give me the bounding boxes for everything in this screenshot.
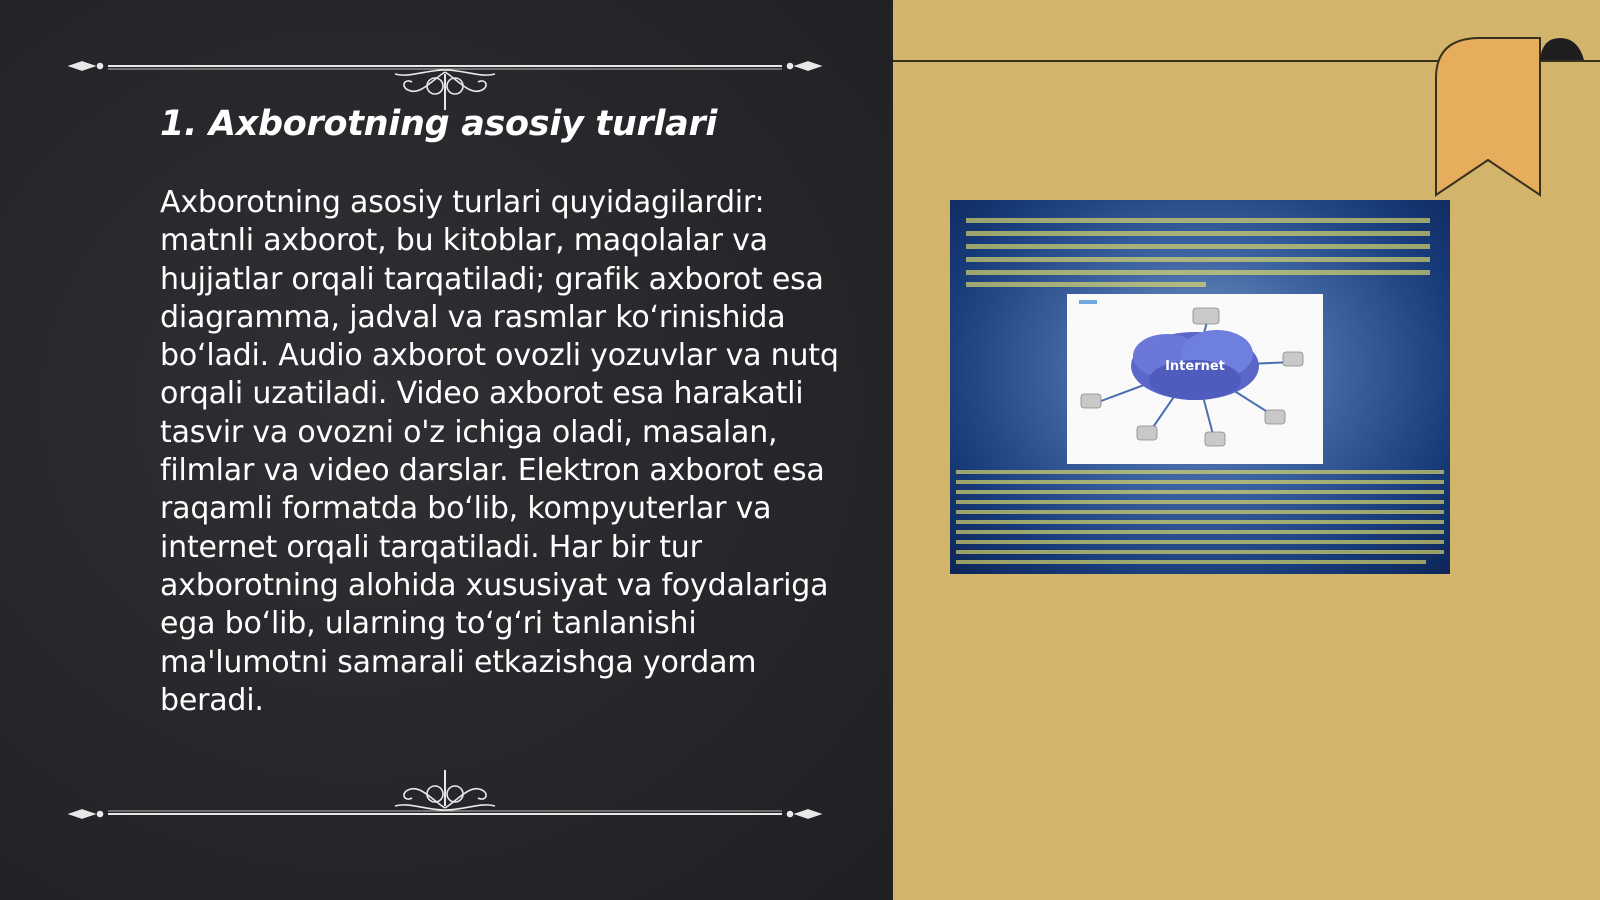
embedded-document-image [950,200,1450,574]
picture-scan-text-bottom [956,468,1444,568]
bookmark-ribbon-icon [1420,30,1600,200]
slide-body-text: Axborotning asosiy turlari quyidagilardir: matnli axborot, bu kitoblar, maqolalar va hujjatlar orqali tarqatiladi; grafik axborot esa diagramma, jadval va rasmlar ko‘rinishida bo‘ladi. Audio axborot ovozli yozuvlar va nutq orqali uzatiladi. Video axborot esa harakatli tasvir va ovozni o'z ichiga oladi, masalan, filmlar va video darslar. Elektron axborot esa raqamli formatda bo‘lib, kompyuterlar va internet orqali tarqatiladi. Har bir tur axborotning alohida xususiyat va foydalariga ega bo‘lib, ularning to‘g‘ri tanlanishi ma'lumotni samarali etkazishga yordam beradi. [160,185,839,718]
picture-scan-text-top [966,216,1430,288]
cloud-label: Internet [1165,359,1225,374]
ornament-bottom-divider [60,770,830,830]
network-diagram [1067,294,1323,464]
ornament-top-divider [60,50,830,110]
slide-title: 1. Axborotning asosiy turlari [160,104,718,144]
